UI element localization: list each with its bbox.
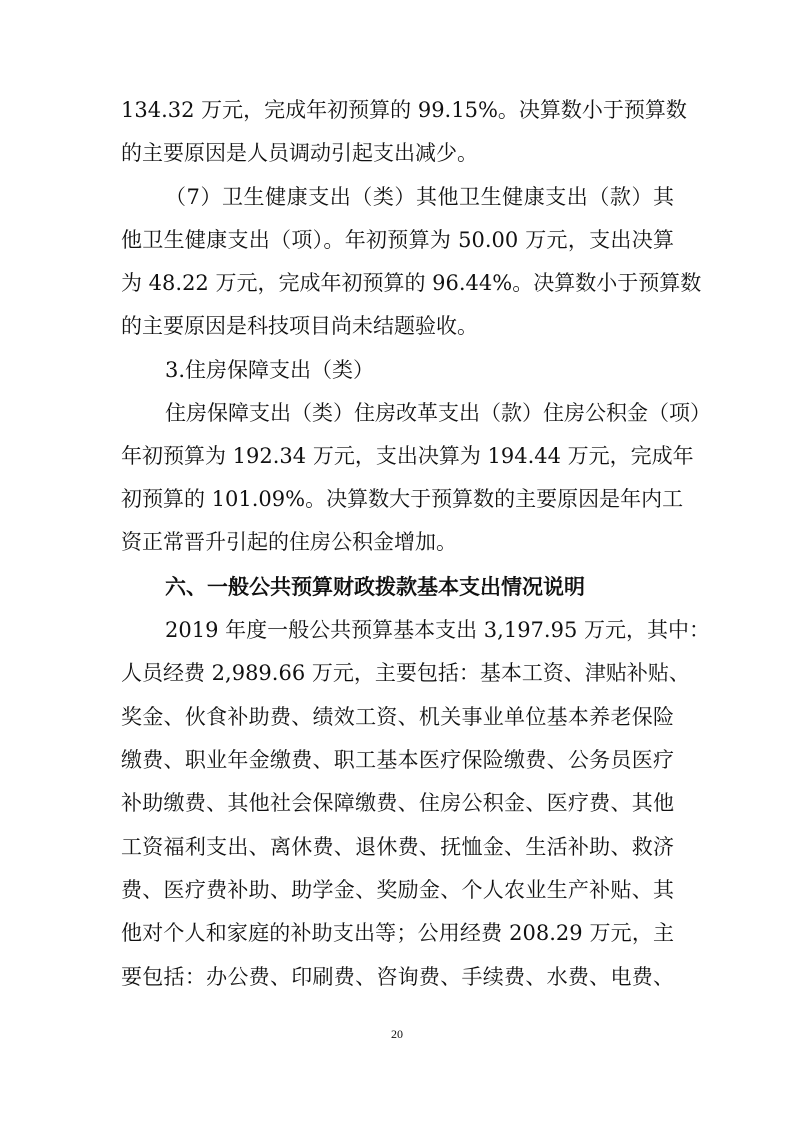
section-heading: 六、一般公共预算财政拨款基本支出情况说明 [165,575,585,599]
paragraph-line: 为 48.22 万元，完成年初预算的 96.44%。决算数小于预算数 [121,271,702,295]
paragraph-line: 他卫生健康支出（项）。年初预算为 50.00 万元，支出决算 [121,228,674,252]
paragraph-line: 工资福利支出、离休费、退休费、抚恤金、生活补助、救济 [121,835,674,859]
paragraph-line: 的主要原因是科技项目尚未结题验收。 [121,314,478,338]
paragraph-line: 的主要原因是人员调动引起支出减少。 [121,141,478,165]
page-number: 20 [391,1027,403,1041]
paragraph-line: 2019 年度一般公共预算基本支出 3,197.95 万元，其中： [165,618,710,642]
paragraph-line: 缴费、职业年金缴费、职工基本医疗保险缴费、公务员医疗 [121,748,674,772]
paragraph-line: 住房保障支出（类）住房改革支出（款）住房公积金（项） [165,401,711,425]
paragraph-line: 134.32 万元，完成年初预算的 99.15%。决算数小于预算数 [121,98,687,122]
paragraph-line: 费、医疗费补助、助学金、奖励金、个人农业生产补贴、其 [121,878,674,902]
paragraph-line: 初预算的 101.09%。决算数大于预算数的主要原因是年内工 [121,487,684,511]
paragraph-line: 奖金、伙食补助费、绩效工资、机关事业单位基本养老保险 [121,705,674,729]
paragraph-line: 资正常晋升引起的住房公积金增加。 [121,530,457,554]
paragraph-line: 人员经费 2,989.66 万元，主要包括：基本工资、津贴补贴、 [121,661,690,685]
paragraph-line: 补助缴费、其他社会保障缴费、住房公积金、医疗费、其他 [121,791,674,815]
paragraph-line: 年初预算为 192.34 万元，支出决算为 194.44 万元，完成年 [121,444,694,468]
paragraph-line: 要包括：办公费、印刷费、咨询费、手续费、水费、电费、 [121,965,674,989]
section-subheading: 3.住房保障支出（类） [165,358,375,382]
paragraph-line: 他对个人和家庭的补助支出等；公用经费 208.29 万元，主 [121,921,674,945]
paragraph-line: （7）卫生健康支出（类）其他卫生健康支出（款）其 [165,185,674,209]
